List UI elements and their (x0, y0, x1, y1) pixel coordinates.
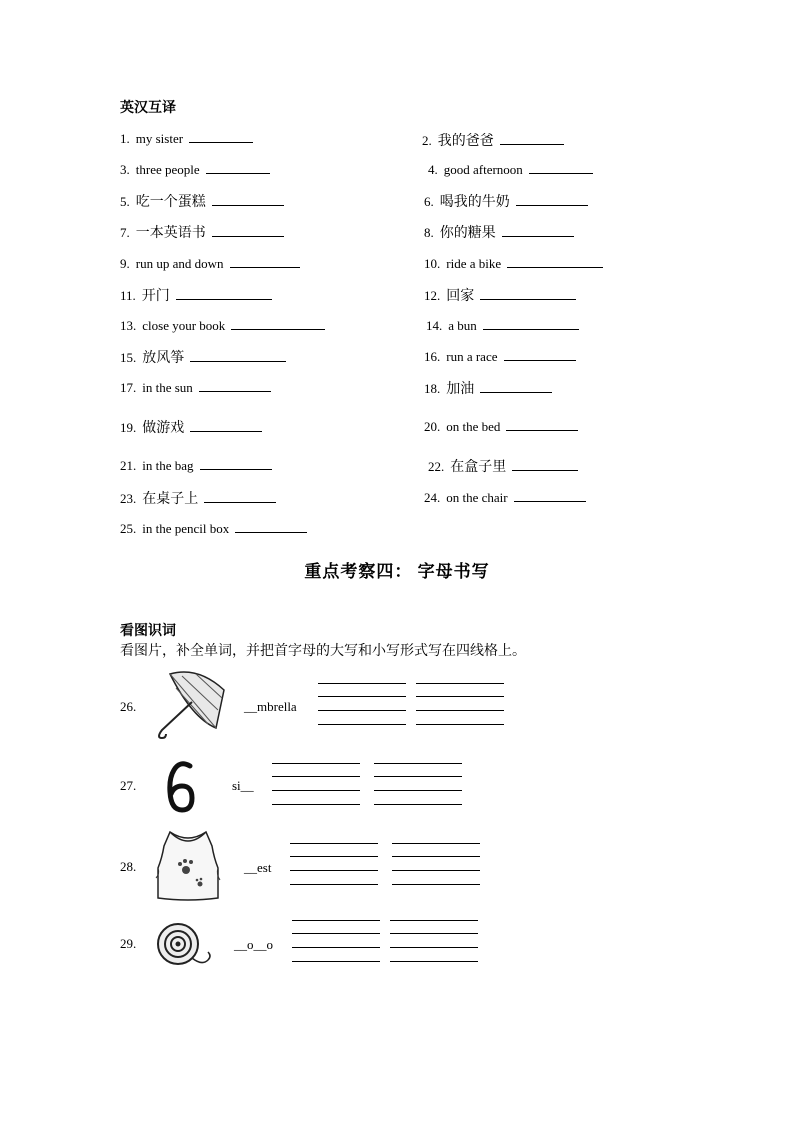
answer-blank[interactable] (500, 132, 564, 145)
item-2: 2. 我的爸爸 (422, 130, 564, 150)
item-8: 8. 你的糖果 (424, 222, 574, 242)
section-title: 重点考察四： 字母书写 (304, 562, 490, 581)
item-18: 18. 加油 (424, 378, 552, 398)
word-blank[interactable]: __o__o (234, 937, 273, 952)
answer-blank[interactable] (483, 317, 579, 330)
number-six-icon (166, 760, 196, 819)
answer-blank[interactable] (189, 130, 253, 143)
item-7: 7. 一本英语书 (120, 222, 284, 242)
word-blank[interactable]: __mbrella (244, 699, 297, 714)
item-14: 14. a bun (426, 317, 579, 334)
answer-blank[interactable] (514, 489, 586, 502)
answer-blank[interactable] (507, 255, 603, 268)
umbrella-icon (152, 668, 230, 745)
item-13: 13. close your book (120, 317, 325, 334)
answer-blank[interactable] (212, 193, 284, 206)
answer-blank[interactable] (512, 458, 578, 471)
answer-blank[interactable] (200, 457, 272, 470)
item-5: 5. 吃一个蛋糕 (120, 191, 284, 211)
answer-blank[interactable] (212, 224, 284, 237)
answer-blank[interactable] (190, 419, 262, 432)
item-20: 20. on the bed (424, 418, 578, 435)
vest-icon (152, 828, 224, 907)
answer-blank[interactable] (480, 287, 576, 300)
item-17: 17. in the sun (120, 379, 271, 396)
answer-blank[interactable] (516, 193, 588, 206)
item-12: 12. 回家 (424, 285, 576, 305)
question-number: 27. (120, 778, 137, 793)
question-number: 29. (120, 936, 137, 951)
question-number: 28. (120, 859, 137, 874)
item-11: 11. 开门 (120, 285, 272, 305)
item-21: 21. in the bag (120, 457, 272, 474)
section-heading-translation: 英汉互译 (120, 101, 176, 116)
answer-blank[interactable] (199, 379, 271, 392)
answer-blank[interactable] (504, 348, 576, 361)
word-blank[interactable]: si__ (232, 778, 254, 793)
answer-blank[interactable] (230, 255, 300, 268)
item-23: 23. 在桌子上 (120, 488, 276, 508)
answer-blank[interactable] (506, 418, 578, 431)
answer-blank[interactable] (206, 161, 270, 174)
answer-blank[interactable] (231, 317, 325, 330)
item-3: 3. three people (120, 161, 270, 178)
answer-blank[interactable] (480, 380, 552, 393)
yoyo-icon (156, 922, 216, 975)
word-blank[interactable]: __est (244, 860, 272, 875)
answer-blank[interactable] (176, 287, 272, 300)
answer-blank[interactable] (529, 161, 593, 174)
item-19: 19. 做游戏 (120, 417, 262, 437)
section-heading-picture: 看图识词 (120, 624, 176, 639)
item-22: 22. 在盒子里 (428, 456, 578, 476)
item-24: 24. on the chair (424, 489, 586, 506)
item-9: 9. run up and down (120, 255, 300, 272)
answer-blank[interactable] (190, 349, 286, 362)
answer-blank[interactable] (204, 490, 276, 503)
answer-blank[interactable] (235, 520, 307, 533)
item-6: 6. 喝我的牛奶 (424, 191, 588, 211)
item-25: 25. in the pencil box (120, 520, 307, 537)
instruction-text: 看图片，补全单词，并把首字母的大写和小写形式写在四线格上。 (120, 644, 526, 659)
item-10: 10. ride a bike (424, 255, 603, 272)
item-4: 4. good afternoon (428, 161, 593, 178)
question-number: 26. (120, 699, 137, 714)
item-1: 1. my sister (120, 130, 253, 147)
answer-blank[interactable] (502, 224, 574, 237)
item-15: 15. 放风筝 (120, 347, 286, 367)
item-16: 16. run a race (424, 348, 576, 365)
